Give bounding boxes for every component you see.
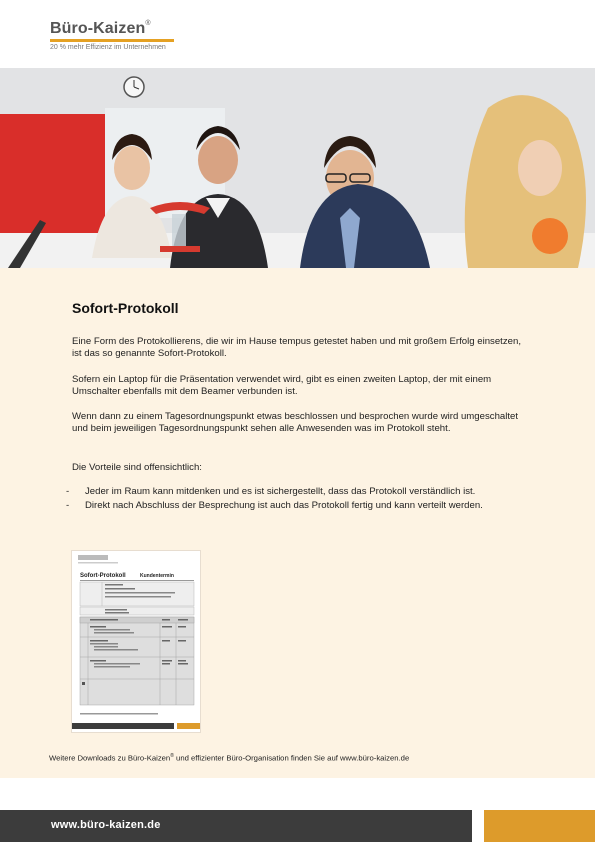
thumbnail-heading: Sofort-Protokoll [80, 573, 126, 579]
footer-website-link[interactable]: www.büro-kaizen.de [51, 819, 161, 831]
downloads-text-start: Weitere Downloads zu Büro-Kaizen [49, 753, 171, 763]
logo-registered-mark: ® [145, 19, 151, 27]
protocol-template-thumbnail[interactable] [71, 550, 201, 733]
downloads-note [49, 753, 409, 763]
paragraph-benefits-intro: Die Vorteile sind offensichtlich: [72, 462, 202, 473]
downloads-text-end: und effizienter Büro-Organisation finden Sie auf www.büro-kaizen.de [173, 753, 410, 763]
page-header [0, 0, 595, 68]
red-wall-panel [0, 114, 105, 244]
logo-wordmark: Büro-Kaizen [50, 20, 146, 37]
logo [50, 19, 166, 51]
orange-flower [532, 218, 568, 254]
footer-spacer [0, 778, 595, 810]
list-item [66, 500, 526, 512]
footer-accent-block [484, 810, 595, 842]
article-title: Sofort-Protokoll [72, 300, 179, 316]
list-item [66, 486, 526, 498]
paragraph-agenda: Wenn dann zu einem Tagesordnungspunkt etwas beschlossen und besprochen wurde wird umgeschaltet und beim jeweiligen Tagesordnungspunkt sehen alle Anwesenden was im Protokoll steht. [72, 411, 519, 434]
benefits-list [66, 486, 526, 514]
downloads-registered-mark: ® [170, 753, 174, 759]
bullet-text: Jeder im Raum kann mitdenken und es ist sichergestellt, dass das Protokoll verständlich ist. [85, 486, 476, 497]
logo-tagline: 20 % mehr Effizienz im Unternehmen [50, 44, 166, 51]
bullet-marker: - [66, 486, 70, 497]
hero-photo [0, 68, 595, 268]
protocol-form-preview [72, 551, 200, 732]
logo-underline [50, 39, 174, 42]
bullet-text: Direkt nach Abschluss der Besprechung ist auch das Protokoll fertig und kann verteilt werden. [85, 500, 483, 511]
office-meeting-photo [0, 68, 595, 268]
thumbnail-subheading: Kundentermin [140, 573, 174, 579]
bullet-marker: - [66, 500, 70, 511]
logo-title [50, 20, 151, 38]
paragraph-intro: Eine Form des Protokollierens, die wir im Hause tempus getestet haben und mit großem Erfolg einsetzen, ist das so genannte Sofort-Protokoll. [72, 336, 521, 359]
paragraph-laptop: Sofern ein Laptop für die Präsentation verwendet wird, gibt es einen zweiten Laptop, der mit einem Umschalter ebenfalls mit dem Beamer verbunden ist. [72, 374, 492, 397]
